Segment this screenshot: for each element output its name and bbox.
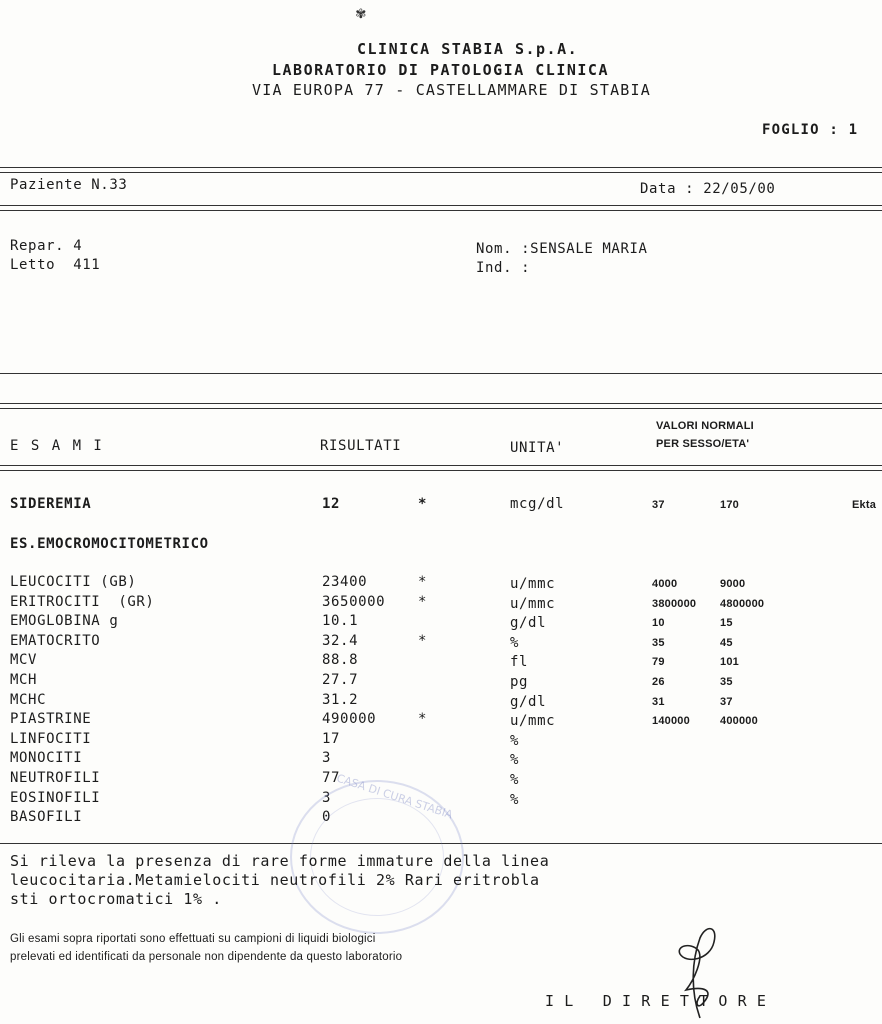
exam-unit: mcg/dl bbox=[510, 496, 565, 512]
normal-min: 35 bbox=[652, 636, 665, 649]
exam-unit: % bbox=[510, 752, 520, 769]
exam-value: 490000 bbox=[322, 711, 377, 728]
exam-value: 17 bbox=[322, 730, 341, 747]
exam-unit: % bbox=[510, 791, 520, 808]
divider bbox=[0, 403, 882, 409]
result-row bbox=[10, 574, 882, 593]
exam-unit: g/dl bbox=[510, 615, 547, 632]
note-line-3: sti ortocromatici 1% . bbox=[10, 890, 222, 908]
exam-name: LEUCOCITI (GB) bbox=[10, 574, 137, 590]
result-row bbox=[10, 594, 882, 613]
sideremia-row bbox=[10, 496, 882, 515]
lab-name: LABORATORIO DI PATOLOGIA CLINICA bbox=[272, 61, 609, 79]
exam-name: MCV bbox=[10, 652, 38, 669]
patient-number: Paziente N.33 bbox=[10, 177, 128, 193]
exam-value: 88.8 bbox=[322, 652, 359, 669]
disclaimer-line-1: Gli esami sopra riportati sono effettuati su campioni di liquidi biologici bbox=[10, 933, 376, 945]
note-line-1: Si rileva la presenza di rare forme immature della linea bbox=[10, 852, 550, 870]
extra-note: Ekta bbox=[852, 499, 877, 511]
exam-name: ERITROCITI (GR) bbox=[10, 593, 155, 610]
result-row bbox=[10, 672, 882, 691]
normal-min: 4000 bbox=[652, 578, 678, 590]
exam-unit: pg bbox=[510, 674, 529, 690]
result-row bbox=[10, 711, 882, 730]
normal-max: 15 bbox=[720, 617, 733, 630]
normal-max: 9000 bbox=[720, 578, 746, 590]
small-mark-icon: ✾ bbox=[356, 3, 366, 22]
result-row bbox=[10, 613, 882, 632]
bed: Letto 411 bbox=[10, 257, 101, 273]
exam-name: LINFOCITI bbox=[10, 730, 92, 747]
abnormal-flag: * bbox=[418, 632, 428, 649]
normal-max: 101 bbox=[720, 656, 739, 669]
header-normal-2: PER SESSO/ETA' bbox=[656, 438, 750, 450]
exam-value: 32.4 bbox=[322, 632, 359, 649]
exam-value: 10.1 bbox=[322, 613, 359, 630]
divider bbox=[0, 465, 882, 471]
normal-max: 45 bbox=[720, 636, 733, 649]
exam-name: MCH bbox=[10, 672, 38, 688]
normal-min: 10 bbox=[652, 617, 665, 630]
exam-name: NEUTROFILI bbox=[10, 770, 101, 786]
normal-min: 79 bbox=[652, 656, 665, 669]
report-date: Data : 22/05/00 bbox=[640, 181, 776, 197]
abnormal-flag: * bbox=[418, 593, 428, 610]
exam-unit: u/mmc bbox=[510, 576, 556, 592]
exam-unit: u/mmc bbox=[510, 595, 556, 612]
normal-min: 37 bbox=[652, 499, 665, 511]
abnormal-flag: * bbox=[418, 574, 428, 590]
header-results: RISULTATI bbox=[320, 438, 402, 454]
result-row bbox=[10, 692, 882, 711]
lab-address: VIA EUROPA 77 - CASTELLAMMARE DI STABIA bbox=[252, 81, 651, 99]
result-row bbox=[10, 770, 882, 789]
header-exams: E S A M I bbox=[10, 438, 104, 454]
abnormal-flag: * bbox=[418, 496, 428, 512]
result-row bbox=[10, 731, 882, 750]
disclaimer-line-2: prelevati ed identificati da personale non dipendente da questo laboratorio bbox=[10, 951, 403, 963]
exam-name: EMOGLOBINA g bbox=[10, 613, 119, 630]
normal-max: 4800000 bbox=[720, 597, 765, 610]
abnormal-flag: * bbox=[418, 711, 428, 728]
divider bbox=[0, 373, 882, 374]
patient-address: Ind. : bbox=[476, 260, 531, 276]
normal-max: 400000 bbox=[720, 715, 758, 728]
normal-min: 140000 bbox=[652, 715, 690, 728]
exam-name: PIASTRINE bbox=[10, 711, 92, 728]
ward: Repar. 4 bbox=[10, 238, 83, 254]
exam-unit: fl bbox=[510, 654, 529, 671]
exam-unit: g/dl bbox=[510, 693, 547, 710]
note-line-2: leucocitaria.Metamielociti neutrofili 2% Rari eritrobla bbox=[10, 871, 540, 889]
sheet-number: FOGLIO : 1 bbox=[762, 122, 859, 138]
stamp-text: CASA DI CURA STABIA bbox=[334, 771, 455, 822]
normal-max: 35 bbox=[720, 676, 733, 688]
exam-name: SIDEREMIA bbox=[10, 496, 92, 512]
clinic-name: CLINICA STABIA S.p.A. bbox=[357, 40, 579, 58]
normal-max: 37 bbox=[720, 695, 733, 708]
exam-value: 0 bbox=[322, 809, 332, 826]
patient-name: Nom. :SENSALE MARIA bbox=[476, 241, 648, 257]
exam-unit: u/mmc bbox=[510, 713, 556, 730]
exam-value: 77 bbox=[322, 770, 341, 786]
section-title: ES.EMOCROMOCITOMETRICO bbox=[10, 536, 209, 552]
exam-value: 3650000 bbox=[322, 593, 386, 610]
result-row bbox=[10, 633, 882, 652]
exam-name: EMATOCRITO bbox=[10, 632, 101, 649]
exam-value: 3 bbox=[322, 789, 332, 806]
header-units: UNITA' bbox=[510, 440, 565, 456]
divider bbox=[0, 167, 882, 173]
normal-min: 31 bbox=[652, 695, 665, 708]
exam-name: EOSINOFILI bbox=[10, 789, 101, 806]
exam-value: 3 bbox=[322, 750, 332, 767]
exam-value: 23400 bbox=[322, 574, 368, 590]
result-row bbox=[10, 652, 882, 671]
normal-min: 26 bbox=[652, 676, 665, 688]
exam-value: 27.7 bbox=[322, 672, 359, 688]
normal-min: 3800000 bbox=[652, 597, 697, 610]
exam-name: MCHC bbox=[10, 691, 47, 708]
exam-value: 31.2 bbox=[322, 691, 359, 708]
exam-value: 12 bbox=[322, 496, 341, 512]
exam-unit: % bbox=[510, 634, 520, 651]
director-title: I L D I R E T T O R E bbox=[545, 992, 767, 1010]
result-row bbox=[10, 750, 882, 769]
exam-unit: % bbox=[510, 772, 520, 788]
exam-name: MONOCITI bbox=[10, 750, 83, 767]
normal-max: 170 bbox=[720, 499, 739, 511]
exam-unit: % bbox=[510, 732, 520, 749]
divider bbox=[0, 205, 882, 211]
exam-name: BASOFILI bbox=[10, 809, 83, 826]
header-normal-1: VALORI NORMALI bbox=[656, 420, 754, 432]
